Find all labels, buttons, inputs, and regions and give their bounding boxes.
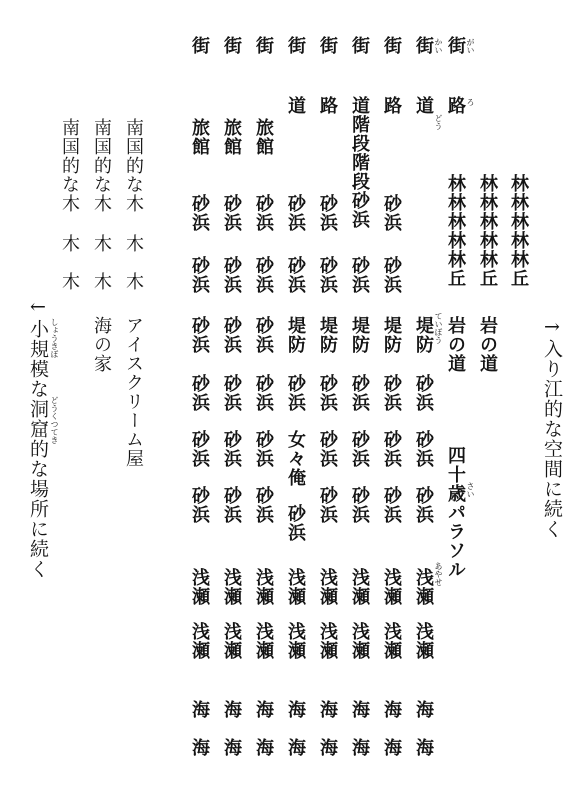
- sand-286-4: 砂浜: [285, 504, 306, 542]
- levee-350: 堤防: [349, 316, 370, 354]
- shallows-254-1: 浅瀬: [253, 568, 274, 606]
- shallows-222-1: 浅瀬: [221, 568, 242, 606]
- sand-318-3: 砂浜: [317, 374, 338, 412]
- street-254: 街: [253, 36, 274, 55]
- shallows-222-2: 浅瀬: [221, 622, 242, 660]
- levee-414: 堤防: [413, 316, 434, 354]
- sand-414-3: 砂浜: [413, 486, 434, 524]
- inn-254: 旅館: [253, 118, 274, 156]
- street-350: 街: [349, 36, 370, 55]
- ruby-ro: ろ: [466, 98, 475, 106]
- sea-318-1: 海: [317, 700, 338, 719]
- sand-222-3: 砂浜: [221, 316, 242, 354]
- sea-382-2: 海: [381, 738, 402, 757]
- tree-60-1: 木: [59, 234, 80, 253]
- sand-286-3: 砂浜: [285, 374, 306, 412]
- shallows-254-2: 浅瀬: [253, 622, 274, 660]
- road-382: 路: [381, 96, 402, 115]
- trees-col-1: 林林林林林丘: [508, 174, 529, 288]
- sea-190-2: 海: [189, 738, 210, 757]
- ruby-gai: がい: [466, 38, 475, 54]
- sand-318-1: 砂浜: [317, 194, 338, 232]
- street-190: 街: [189, 36, 210, 55]
- sand-350-4: 砂浜: [349, 486, 370, 524]
- sea-286-2: 海: [285, 738, 306, 757]
- shallows-286-1: 浅瀬: [285, 568, 306, 606]
- sand-190-6: 砂浜: [189, 486, 210, 524]
- sand-318-4: 砂浜: [317, 430, 338, 468]
- shallows-190-1: 浅瀬: [189, 568, 210, 606]
- rock-road-1: 岩の道: [477, 316, 498, 373]
- road-318: 路: [317, 96, 338, 115]
- sand-350-2: 砂浜: [349, 374, 370, 412]
- street-286: 街: [285, 36, 306, 55]
- sand-254-2: 砂浜: [253, 256, 274, 294]
- sand-414-2: 砂浜: [413, 430, 434, 468]
- sea-286-1: 海: [285, 700, 306, 719]
- sand-222-6: 砂浜: [221, 486, 242, 524]
- shallows-190-2: 浅瀬: [189, 622, 210, 660]
- shallows-350-2: 浅瀬: [349, 622, 370, 660]
- sand-350-3: 砂浜: [349, 430, 370, 468]
- sand-382-1: 砂浜: [381, 194, 402, 232]
- sand-382-4: 砂浜: [381, 430, 402, 468]
- icecream-shop: アイスクリーム屋: [123, 316, 144, 468]
- shallows-318-1: 浅瀬: [317, 568, 338, 606]
- street-382: 街: [381, 36, 402, 55]
- road-do: 道: [413, 96, 434, 115]
- sand-190-4: 砂浜: [189, 374, 210, 412]
- sand-190-2: 砂浜: [189, 256, 210, 294]
- sand-414-1: 砂浜: [413, 374, 434, 412]
- shallows-286-2: 浅瀬: [285, 622, 306, 660]
- shallows-414-1: 浅瀬: [413, 568, 434, 606]
- ruby-doukutsuteki: どうくつてき: [50, 396, 59, 444]
- street-222: 街: [221, 36, 242, 55]
- inn-222: 旅館: [221, 118, 242, 156]
- shallows-350-1: 浅瀬: [349, 568, 370, 606]
- sand-254-5: 砂浜: [253, 430, 274, 468]
- tree-124-1: 木: [123, 234, 144, 253]
- sand-222-5: 砂浜: [221, 430, 242, 468]
- sea-190-1: 海: [189, 700, 210, 719]
- levee-318: 堤防: [317, 316, 338, 354]
- sand-382-3: 砂浜: [381, 374, 402, 412]
- sand-254-1: 砂浜: [253, 194, 274, 232]
- sea-254-2: 海: [253, 738, 274, 757]
- sand-286-2: 砂浜: [285, 256, 306, 294]
- sand-382-5: 砂浜: [381, 486, 402, 524]
- road-286: 道: [285, 96, 306, 115]
- shallows-318-2: 浅瀬: [317, 622, 338, 660]
- beach-house: 海の家: [91, 316, 112, 373]
- ruby-do: どう: [434, 114, 443, 130]
- sand-286-1: 砂浜: [285, 194, 306, 232]
- inn-190: 旅館: [189, 118, 210, 156]
- levee-382: 堤防: [381, 316, 402, 354]
- street-top-2: 街: [413, 36, 434, 55]
- tree-92-2: 木: [91, 272, 112, 291]
- tree-60-2: 木: [59, 272, 80, 291]
- sea-350-1: 海: [349, 700, 370, 719]
- sand-222-1: 砂浜: [221, 194, 242, 232]
- ruby-sai: さい: [466, 482, 475, 498]
- sand-190-3: 砂浜: [189, 316, 210, 354]
- sea-222-1: 海: [221, 700, 242, 719]
- sea-222-2: 海: [221, 738, 242, 757]
- sand-222-4: 砂浜: [221, 374, 242, 412]
- sand-254-6: 砂浜: [253, 486, 274, 524]
- sand-222-2: 砂浜: [221, 256, 242, 294]
- sea-318-2: 海: [317, 738, 338, 757]
- palm-124: 南国的な木: [123, 118, 144, 213]
- ruby-ayase: あやせ: [434, 562, 443, 586]
- trees-col-3: 林林林林林丘: [445, 174, 466, 288]
- rock-road-2: 岩の道: [445, 316, 466, 373]
- tree-92-1: 木: [91, 234, 112, 253]
- levee-286: 堤防: [285, 316, 306, 354]
- sea-414-1: 海: [413, 700, 434, 719]
- palm-92: 南国的な木: [91, 118, 112, 213]
- palm-60: 南国的な木: [59, 118, 80, 213]
- tree-124-2: 木: [123, 272, 144, 291]
- shallows-382-2: 浅瀬: [381, 622, 402, 660]
- trees-col-2: 林林林林林丘: [477, 174, 498, 288]
- sand-254-4: 砂浜: [253, 374, 274, 412]
- shallows-382-1: 浅瀬: [381, 568, 402, 606]
- sand-254-3: 砂浜: [253, 316, 274, 354]
- sand-350-1: 砂浜: [349, 256, 370, 294]
- street-top-1: 街: [445, 36, 466, 55]
- stairs-350: 道階段階段砂浜: [349, 96, 370, 229]
- parasol: 四十歳パラソル: [445, 446, 466, 579]
- sea-350-2: 海: [349, 738, 370, 757]
- sea-414-2: 海: [413, 738, 434, 757]
- sand-190-1: 砂浜: [189, 194, 210, 232]
- sand-318-2: 砂浜: [317, 256, 338, 294]
- ruby-kai: かい: [434, 38, 443, 54]
- note-left: ←小規模な洞窟的な場所に続く: [27, 296, 49, 579]
- note-right: →入り江的な空間に続く: [541, 316, 563, 539]
- women-286: 女々俺: [285, 430, 306, 487]
- shallows-414-2: 浅瀬: [413, 622, 434, 660]
- ruby-shoukibo: しょうきぼ: [50, 318, 59, 358]
- road-ro: 路: [445, 96, 466, 115]
- sea-254-1: 海: [253, 700, 274, 719]
- sand-318-5: 砂浜: [317, 486, 338, 524]
- ruby-teibou: ていぼう: [434, 312, 443, 344]
- sea-382-1: 海: [381, 700, 402, 719]
- sand-190-5: 砂浜: [189, 430, 210, 468]
- street-318: 街: [317, 36, 338, 55]
- sand-382-2: 砂浜: [381, 256, 402, 294]
